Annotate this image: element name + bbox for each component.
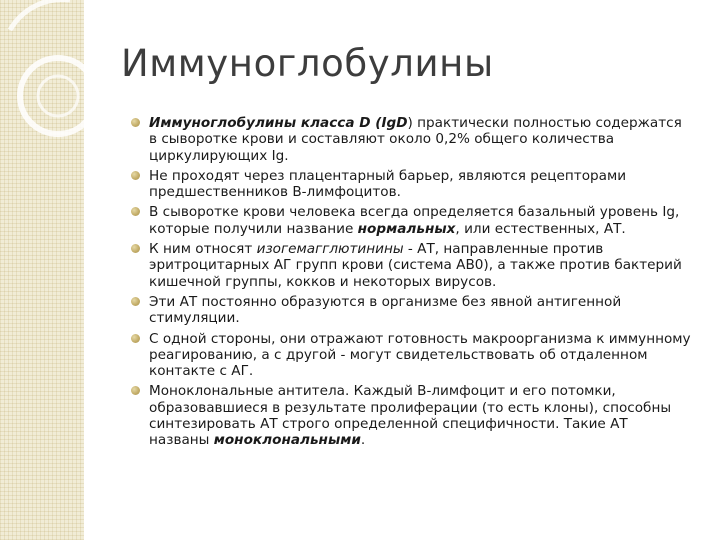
bullet-text-part: К ним относят — [149, 241, 257, 258]
bullet-text-part: нормальных — [357, 220, 456, 237]
bullet-text-part: С одной стороны, они отражают готовность макроорганизма к иммунному реагированию, а с другой - могут свидетельствовать об отдаленном контакте с АГ. — [149, 330, 691, 380]
bullet-item — [131, 241, 691, 290]
bullet-item — [131, 115, 691, 164]
page-title: Иммуноглобулины — [121, 42, 494, 85]
bullet-item — [131, 294, 691, 327]
deco-ring-small — [38, 76, 78, 116]
bullet-text-part: Иммуноглобулины класса D (IgD — [149, 115, 408, 131]
bullet-list — [131, 115, 691, 453]
bullet-text-part: В сыворотке крови человека всегда определяется базальный уровень Ig, которые получили название — [149, 204, 680, 237]
bullet-marker-icon — [131, 297, 140, 306]
bullet-text-part: - АТ, направленные против эритроцитарных АГ групп крови (система АВ0), а также против бактерий кишечной группы, кокков и некоторых вирусов. — [149, 241, 682, 290]
bullet-text-part: . — [360, 432, 366, 449]
bullet-text-part: , или естественных, АТ. — [455, 220, 626, 237]
bullet-item — [131, 331, 691, 380]
bullet-item — [131, 204, 691, 237]
bullet-text-part: Моноклональные антитела. Каждый В-лимфоцит и его потомки, образовавшиеся в результате пролиферации (то есть клоны), способны синтезировать АТ строго определенной специфичности. Такие АТ названы — [149, 383, 672, 449]
deco-arc — [10, 0, 70, 30]
bullet-text-part: моноклональными — [213, 432, 361, 449]
deco-ring-large — [20, 58, 96, 134]
bullet-text-part: ) практически полностью содержатся в сыворотке крови и составляют около 0,2% общего количества циркулирующих Ig. — [149, 115, 682, 164]
bullet-marker-icon — [131, 207, 140, 216]
bullet-marker-icon — [131, 386, 140, 395]
bullet-marker-icon — [131, 244, 140, 253]
bullet-marker-icon — [131, 171, 140, 180]
bullet-item — [131, 168, 691, 201]
bullet-text-part: Эти АТ постоянно образуются в организме без явной антигенной стимуляции. — [149, 293, 622, 327]
bullet-text-part: изогемагглютинины — [256, 241, 404, 258]
bullet-marker-icon — [131, 334, 140, 343]
bullet-item — [131, 383, 691, 448]
bullet-text-part: Не проходят через плацентарный барьер, являются рецепторами предшественников В-лимфоцитов. — [149, 167, 627, 201]
bullet-marker-icon — [131, 118, 140, 127]
